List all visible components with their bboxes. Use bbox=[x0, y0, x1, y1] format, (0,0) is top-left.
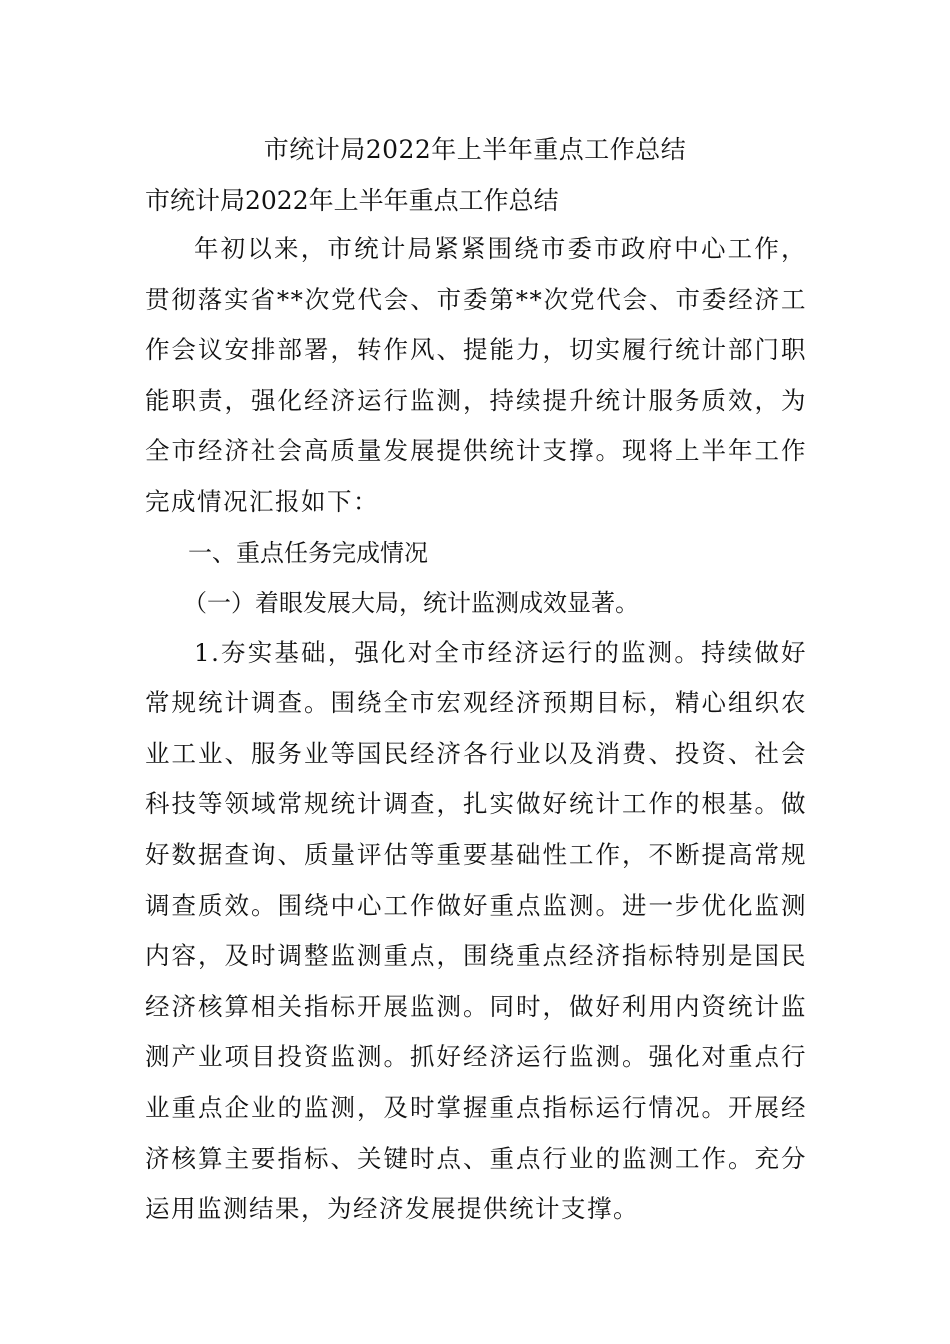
item-paragraph: 1.夯实基础，强化对全市经济运行的监测。持续做好常规统计调查。围绕全市宏观经济预期目标，精心组织农业工业、服务业等国民经济各行业以及消费、投资、社会科技等领域常规统计调查，扎实做好统计工作的根基。做好数据查询、质量评估等重要基础性工作，不断提高常规调查质效。围绕中心工作做好重点监测。进一步优化监测内容，及时调整监测重点，围绕重点经济指标特别是国民经济核算相关指标开展监测。同时，做好利用内资统计监测产业项目投资监测。抓好经济运行监测。强化对重点行业重点企业的监测，及时掌握重点指标运行情况。开展经济核算主要指标、关键时点、重点行业的监测工作。充分运用监测结果，为经济发展提供统计支撑。 bbox=[145, 637, 807, 1224]
document-body bbox=[145, 178, 807, 1235]
intro-paragraph: 年初以来，市统计局紧紧围绕市委市政府中心工作，贯彻落实省**次党代会、市委第**次党代会、市委经济工作会议安排部署，转作风、提能力，切实履行统计部门职能职责，强化经济运行监测，持续提升统计服务质效，为全市经济社会高质量发展提供统计支撑。现将上半年工作完成情况汇报如下： bbox=[145, 234, 807, 516]
section-heading: 一、重点任务完成情况 bbox=[188, 538, 428, 567]
document-title: 市统计局2022年上半年重点工作总结 bbox=[263, 135, 687, 164]
document-subtitle: 市统计局2022年上半年重点工作总结 bbox=[145, 186, 559, 215]
subsection-heading: （一）着眼发展大局，统计监测成效显著。 bbox=[183, 588, 639, 617]
